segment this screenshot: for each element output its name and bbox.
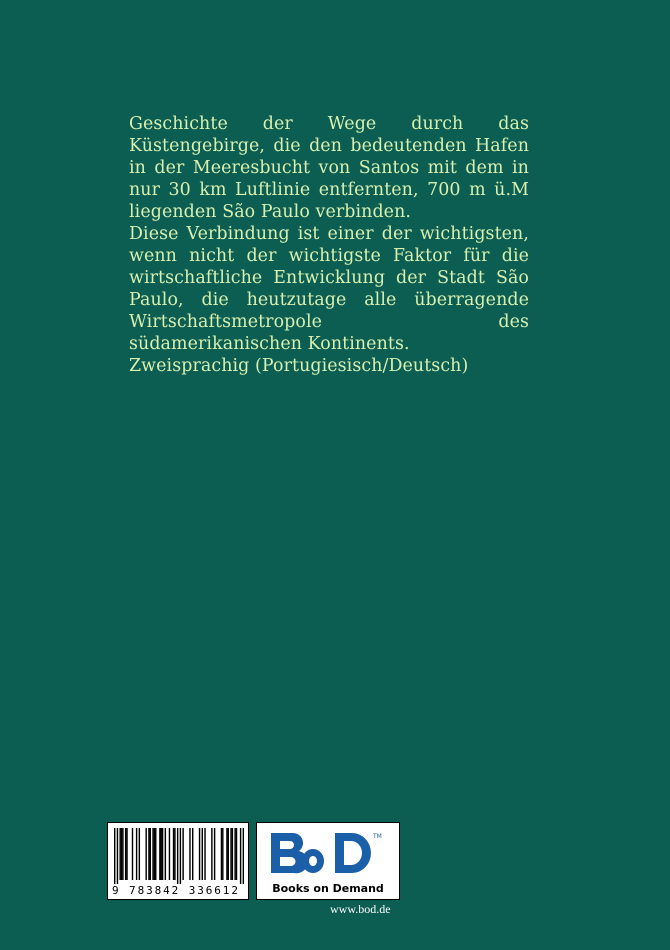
blurb-paragraph: Diese Verbindung ist einer der wichtigsten, wenn nicht der wichtigste Faktor für die wirtschaftliche Entwicklung der Stadt São Paulo, die heutzutage alle überragende Wirtschaftsmetropole des südamerikanischen Kontinents. xyxy=(129,224,529,354)
barcode-bar xyxy=(150,828,151,880)
barcode-bar xyxy=(139,828,140,880)
barcode-bar xyxy=(173,828,174,880)
barcode-bar xyxy=(192,828,193,880)
barcode-bar xyxy=(125,828,126,880)
blurb-language-note: Zweisprachig (Portugiesisch/Deutsch) xyxy=(129,356,469,376)
barcode-bar xyxy=(202,828,203,880)
barcode-bar xyxy=(182,828,183,880)
barcode-bar xyxy=(121,828,122,880)
barcode-bar xyxy=(228,828,229,880)
barcode-bar xyxy=(136,828,137,880)
barcode-bar xyxy=(214,828,215,880)
barcode-bar xyxy=(152,828,153,880)
barcode-bar xyxy=(234,828,235,880)
barcode-bar xyxy=(169,828,170,880)
barcode-bar xyxy=(211,828,212,880)
barcode-bar xyxy=(119,828,120,880)
barcode-bar xyxy=(114,828,115,884)
barcode-bar xyxy=(145,828,146,880)
publisher-url: www.bod.de xyxy=(330,902,391,916)
blurb-paragraph: Geschichte der Wege durch das Küstengebirge, die den bedeutenden Hafen in der Meeresbucht von Santos mit dem in nur 30 km Luftlinie entfernten, 700 m ü.M liegenden São Paulo verbinden. xyxy=(129,114,529,222)
trademark-mark: TM xyxy=(373,833,382,840)
barcode-bar xyxy=(230,828,231,880)
barcode-bar xyxy=(148,828,149,880)
barcode-bar xyxy=(132,828,133,880)
isbn-barcode xyxy=(107,822,249,900)
barcode-bar xyxy=(177,828,178,884)
barcode-bar xyxy=(165,828,166,880)
barcode-bar xyxy=(222,828,223,880)
barcode-bar xyxy=(180,828,181,884)
barcode-bar xyxy=(122,828,123,880)
barcode-bar xyxy=(174,828,175,880)
barcode-bar xyxy=(162,828,163,880)
barcode-bar xyxy=(199,828,200,880)
barcode-bar xyxy=(126,828,127,880)
back-cover-blurb xyxy=(129,113,529,377)
barcode-bar xyxy=(117,828,118,884)
barcode-bar xyxy=(226,828,227,880)
barcode-bar xyxy=(240,828,241,884)
barcode-bar xyxy=(232,828,233,880)
barcode-bar xyxy=(236,828,237,880)
publisher-tagline: Books on Demand xyxy=(272,882,384,895)
bod-logo-mark xyxy=(265,829,391,881)
barcode-bar xyxy=(155,828,156,880)
barcode-bar xyxy=(189,828,190,880)
publisher-logo xyxy=(256,822,400,900)
barcode-bar xyxy=(159,828,160,880)
barcode-bar xyxy=(161,828,162,880)
barcode-bar xyxy=(243,828,244,884)
barcode-bar xyxy=(204,828,205,880)
isbn-number: 9 783842 336612 xyxy=(112,884,240,897)
barcode-bar xyxy=(154,828,155,880)
barcode-bars xyxy=(114,828,244,884)
barcode-bar xyxy=(221,828,222,880)
